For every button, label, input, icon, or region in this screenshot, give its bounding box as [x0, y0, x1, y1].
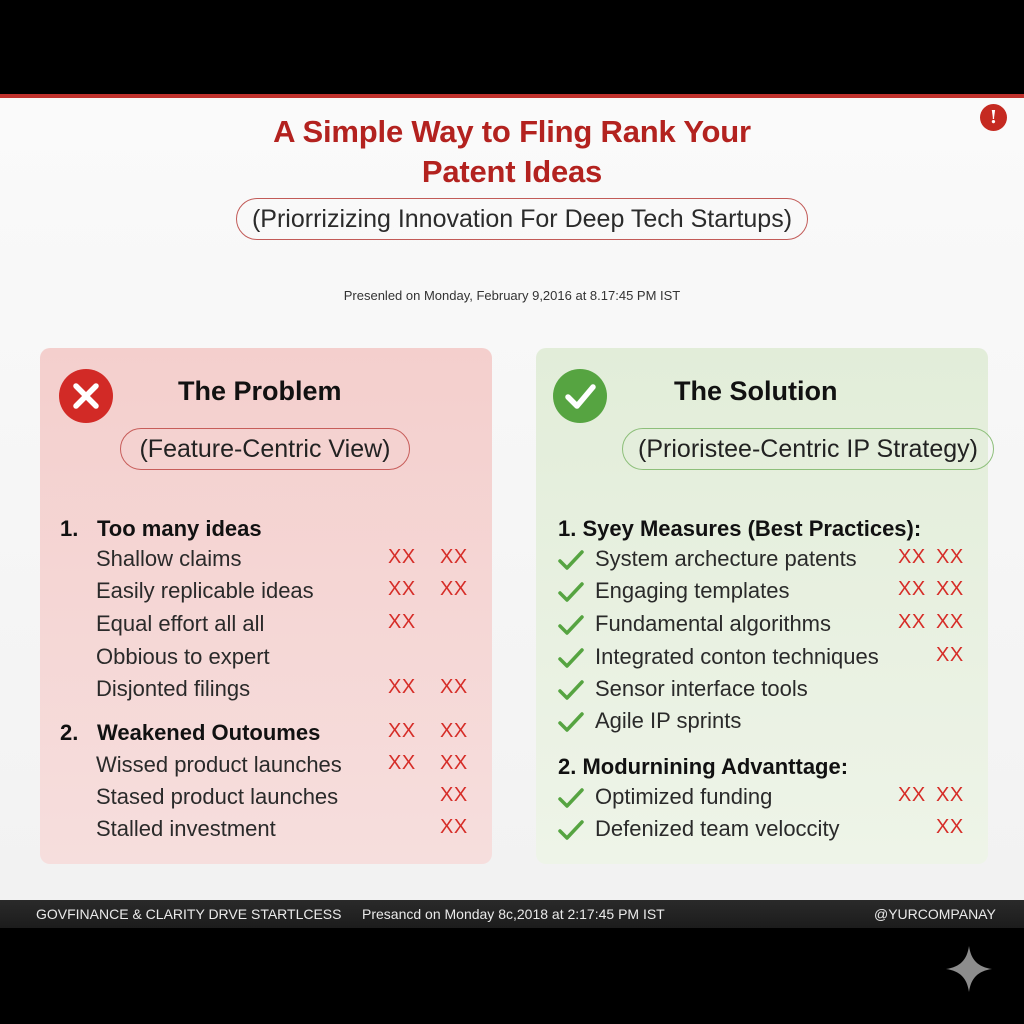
list-item: [558, 816, 978, 846]
problem-pill: [120, 428, 410, 470]
mark-x: XX: [936, 644, 964, 666]
list-item: [96, 611, 476, 641]
list-item-label: Wissed product launches: [96, 752, 342, 777]
mark-x: XX: [388, 752, 416, 774]
footer-presented-date: Presancd on Monday 8c,2018 at 2:17:45 PM IST: [362, 906, 665, 922]
mark-x: XX: [936, 611, 964, 633]
mark-x: XX: [936, 578, 964, 600]
mark-x: XX: [388, 546, 416, 568]
list-item-label: Defenized team veloccity: [595, 816, 840, 841]
list-item: [96, 546, 476, 576]
checkmark-icon: [558, 710, 584, 734]
list-item: [96, 578, 476, 608]
list-item: [558, 784, 978, 814]
list-item: [96, 784, 476, 814]
mark-x: XX: [388, 611, 416, 633]
sparkle-icon: [944, 944, 994, 994]
checkmark-icon: [558, 646, 584, 670]
list-item-label: Obbious to expert: [96, 644, 270, 669]
list-item: [96, 644, 476, 674]
list-item: [558, 546, 978, 576]
check-circle-icon: [553, 369, 607, 423]
list-item-label: Equal effort all all: [96, 611, 265, 636]
list-item: [96, 676, 476, 706]
title-line-1: A Simple Way to Fling Rank Your: [273, 114, 751, 149]
subtitle-text: (Priorrizizing Innovation For Deep Tech Startups): [251, 204, 793, 233]
list-item-label: Stased product launches: [96, 784, 339, 809]
mark-x: XX: [936, 816, 964, 838]
mark-x: XX: [388, 720, 416, 742]
top-black-band: [0, 0, 1024, 94]
section-heading-text: Too many ideas: [97, 516, 262, 541]
list-item-label: Fundamental algorithms: [595, 611, 832, 636]
mark-x: XX: [898, 578, 926, 600]
info-icon[interactable]: !: [980, 104, 1007, 131]
checkmark-icon: [558, 580, 584, 604]
section-number: 1.: [60, 516, 79, 541]
list-item-label: Agile IP sprints: [595, 708, 742, 733]
list-item-label: System archecture patents: [595, 546, 857, 571]
mark-x: XX: [440, 546, 468, 568]
list-item: [96, 816, 476, 846]
list-item-label: Easily replicable ideas: [96, 578, 314, 603]
presented-date: Presenled on Monday, February 9,2016 at 8.17:45 PM IST: [343, 288, 681, 303]
solution-pill-text: (Prioristee-Centric IP Strategy): [638, 434, 978, 463]
list-item: [558, 708, 978, 738]
mark-x: XX: [440, 720, 468, 742]
footer-handle: @YURCOMPANAY: [874, 906, 996, 922]
solution-section-2-heading: 2. Modurnining Advanttage:: [558, 754, 849, 779]
problem-pill-text: (Feature-Centric View): [139, 434, 391, 463]
list-item-label: Shallow claims: [96, 546, 242, 571]
solution-panel: [536, 348, 988, 864]
list-item: [558, 676, 978, 706]
checkmark-icon: [558, 818, 584, 842]
mark-x: XX: [440, 816, 468, 838]
slide-title: [160, 112, 864, 192]
x-circle-icon: [59, 369, 113, 423]
mark-x: XX: [388, 676, 416, 698]
title-line-2: Patent Ideas: [421, 154, 603, 189]
list-item-label: Optimized funding: [595, 784, 773, 809]
problem-title: The Problem: [178, 376, 342, 406]
mark-x: XX: [898, 546, 926, 568]
mark-x: XX: [440, 676, 468, 698]
subtitle-pill: [236, 198, 808, 240]
list-item: [96, 752, 476, 782]
list-item-label: Disjonted filings: [96, 676, 251, 701]
list-item: [558, 611, 978, 641]
footer-tagline: GOVFINANCE & CLARITY DRVE STARTLCESS: [36, 906, 342, 922]
solution-title: The Solution: [674, 376, 838, 406]
footer-bar: [0, 900, 1024, 928]
checkmark-icon: [558, 678, 584, 702]
checkmark-icon: [558, 548, 584, 572]
checkmark-icon: [558, 613, 584, 637]
checkmark-icon: [558, 786, 584, 810]
mark-x: XX: [388, 578, 416, 600]
section-heading-text: Weakened Outoumes: [97, 720, 321, 745]
list-item-label: Engaging templates: [595, 578, 790, 603]
mark-x: XX: [936, 546, 964, 568]
mark-x: XX: [898, 611, 926, 633]
mark-x: XX: [440, 752, 468, 774]
list-item: [558, 578, 978, 608]
problem-panel: [40, 348, 492, 864]
solution-pill: [622, 428, 994, 470]
list-item-label: Stalled investment: [96, 816, 276, 841]
mark-x: XX: [898, 784, 926, 806]
list-item: [558, 644, 978, 674]
mark-x: XX: [440, 578, 468, 600]
mark-x: XX: [936, 784, 964, 806]
list-item-label: Sensor interface tools: [595, 676, 808, 701]
section-number: 2.: [60, 720, 79, 745]
solution-section-1-heading: 1. Syey Measures (Best Practices):: [558, 516, 922, 541]
list-item-label: Integrated conton techniques: [595, 644, 879, 669]
mark-x: XX: [440, 784, 468, 806]
